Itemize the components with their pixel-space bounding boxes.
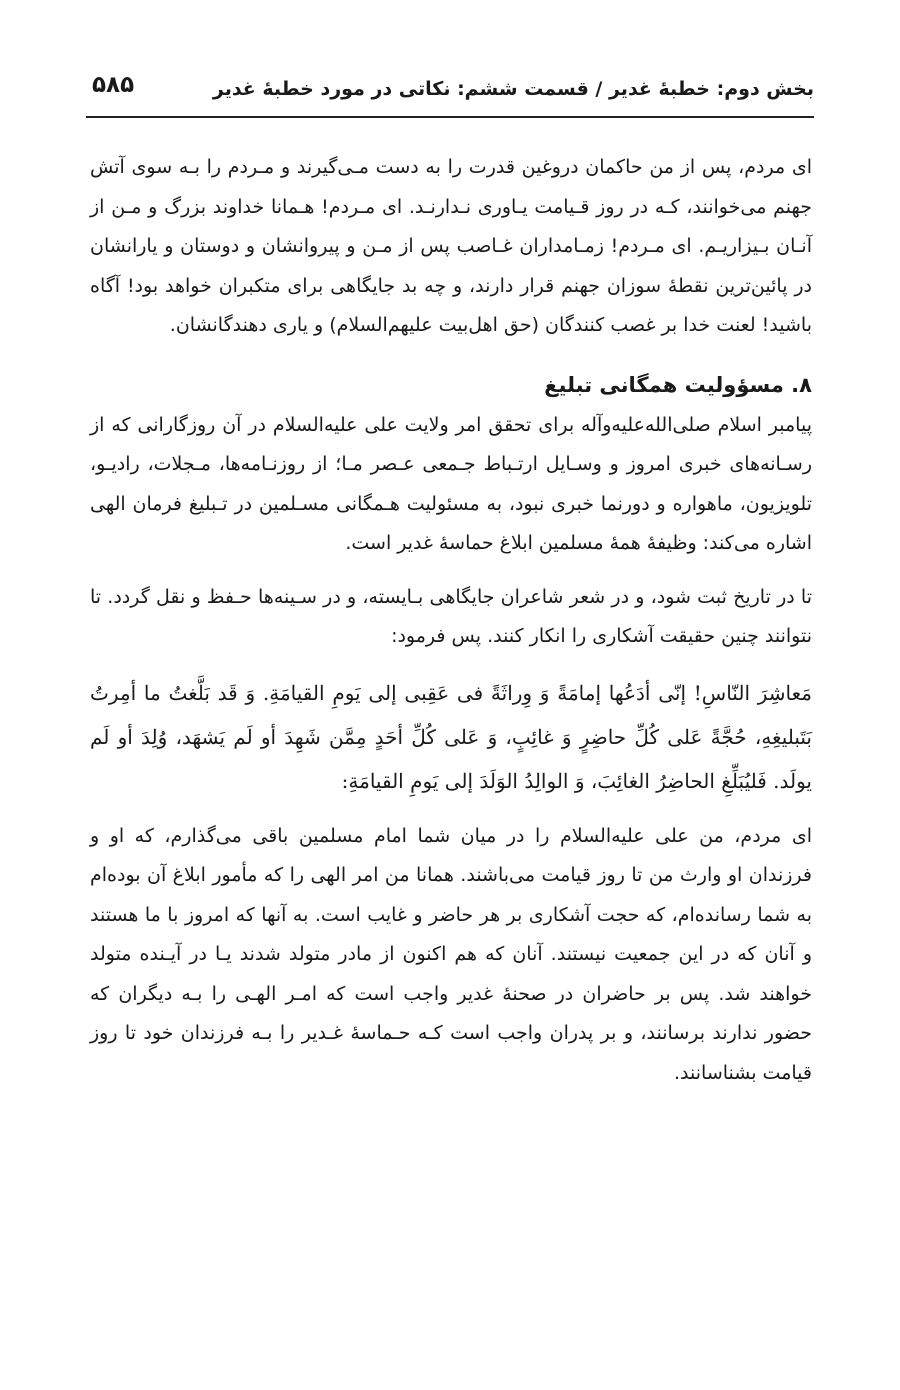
running-head: بخش دوم: خطبۀ غدیر / قسمت ششم: نکاتی در مورد خطبۀ غدیر bbox=[212, 78, 814, 100]
paragraph: پیامبر اسلام صلی‌الله‌علیه‌وآله برای تحقق امر ولایت علی علیه‌السلام در آن روزگارانی که از رسـانه‌های خبری امروز و وسـایل ارتـباط جـمعی عـصر مـا؛ از روزنـامه‌ها، مـجلات، رادیـو، تلویزیون، ماهواره و دورنما خبری نبود، به مسئولیت هـمگانی مسـلمین در تـبلیغ فرمان الهی اشاره می‌کند: وظیفۀ همۀ مسلمین ابلاغ حماسۀ غدیر است. bbox=[90, 413, 812, 554]
paragraph: ای مردم، پس از من حاکمان دروغین قدرت را به دست مـی‌گیرند و مـردم را بـه سوی آتش جهنم می‌خوانند، کـه در روز قـیامت یـاوری نـدارنـد. ای مـردم! هـمانا خداوند بزرگ و مـن از آنـان بـیزاریـم. ای مـردم! زمـامداران غـاصب پس از مـن و پیروانشان و دوستان و یارانشان در پائین‌ترین نقطۀ سوزان جهنم قرار دارند، و چه بد جایگاهی برای متکبران خواهد بود! آگاه باشید! لعنت خدا بر غصب کنندگان (حق اهل‌بیت علیهم‌السلام) و یاری دهندگانشان. bbox=[90, 156, 812, 336]
section-heading: ۸. مسؤولیت همگانی تبلیغ bbox=[544, 372, 812, 397]
page-body bbox=[90, 148, 812, 1093]
header-rule bbox=[86, 116, 814, 118]
paragraph: تا در تاریخ ثبت شود، و در شعر شاعران جایگاهی بـایسته، و در سـینه‌ها حـفظ و نقل گردد. تا نتوانند چنین حقیقت آشکاری را انکار کنند. پس فرمود: bbox=[90, 585, 812, 647]
paragraph: ای مردم، من علی علیه‌السلام را در میان شما امام مسلمین باقی می‌گذارم، که او و فرزندان او وارث من تا روز قیامت می‌باشند. همانا من امر الهی را که مأمور ابلاغ آن بوده‌ام به شما رسانده‌ام، که حجت آشکاری بر هر حاضر و غایب است. به آنها که امروز با ما هستند و آنان که در این جمعیت نیستند. آنان که هم اکنون از مادر متولد شدند یـا در آیـنده متولد خواهند شد. پس بر حاضران در صحنۀ غدیر واجب است که امـر الهـی را بـه دیگران که حضور ندارند برسانند، و بر پدران واجب است کـه حـماسۀ غـدیر را بـه فرزندان خود تا روز قیامت بشناسانند. bbox=[90, 824, 812, 1084]
page-number: ۵۸۵ bbox=[92, 72, 135, 98]
arabic-quote: مَعاشِرَ النّاسِ! إنّی أدَعُها إمامَةً وَ وِراثَةً فی عَقِبی إلی یَومِ القیامَةِ. وَ قَد بَلَّغتُ ما أمِرتُ بَتَبلیغِهِ، حُجَّةً عَلی کُلِّ حاضِرٍ وَ غائِبٍ، وَ عَلی کُلِّ أحَدٍ مِمَّن شَهِدَ أو لَم یَشهَد، وُلِدَ أو لَم یولَد. فَلیُبَلِّغِ الحاضِرُ الغائِبَ، وَ الوالِدُ الوَلَدَ إلی یَومِ القیامَةِ: bbox=[90, 680, 812, 793]
page-header bbox=[86, 72, 814, 118]
